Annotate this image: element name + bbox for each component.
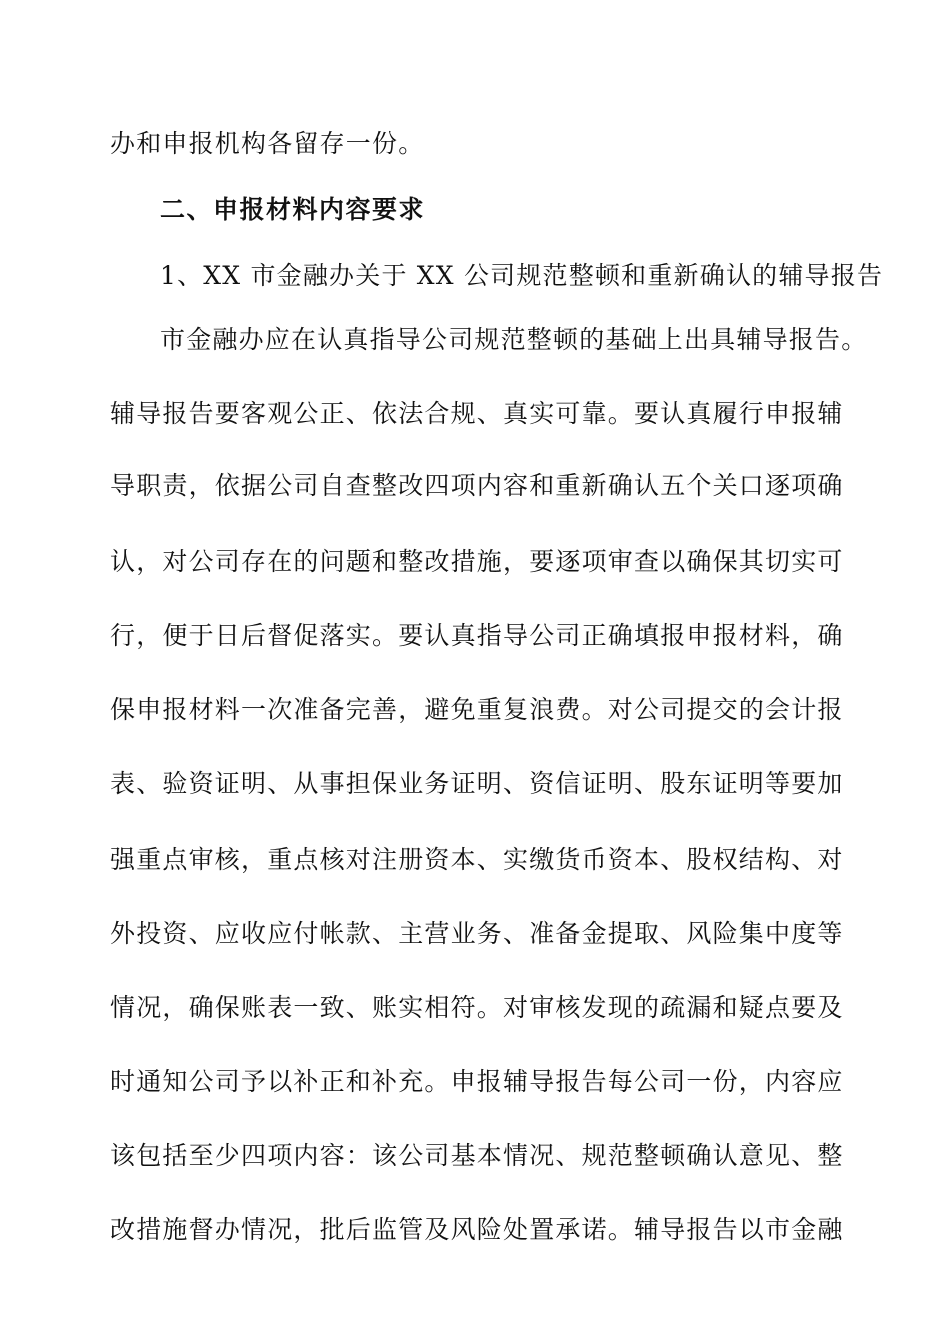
paragraph-line: 办和申报机构各留存一份。 [110,129,425,158]
paragraph-line: 表、验资证明、从事担保业务证明、资信证明、股东证明等要加 [110,769,844,798]
paragraph-line: 改措施督办情况，批后监管及风险处置承诺。辅导报告以市金融 [110,1215,844,1244]
paragraph-line: 时通知公司予以补正和补充。申报辅导报告每公司一份，内容应 [110,1067,844,1096]
paragraph-line: 保申报材料一次准备完善，避免重复浪费。对公司提交的会计报 [110,695,844,724]
paragraph-line: 行，便于日后督促落实。要认真指导公司正确填报申报材料，确 [110,621,844,650]
section-heading: 二、申报材料内容要求 [160,195,426,224]
paragraph-line: 辅导报告要客观公正、依法合规、真实可靠。要认真履行申报辅 [110,399,844,428]
paragraph-line: 该包括至少四项内容：该公司基本情况、规范整顿确认意见、整 [110,1141,844,1170]
paragraph-line: 市金融办应在认真指导公司规范整顿的基础上出具辅导报告。 [160,325,868,354]
paragraph-line: 导职责，依据公司自查整改四项内容和重新确认五个关口逐项确 [110,471,844,500]
paragraph-line: 强重点审核，重点核对注册资本、实缴货币资本、股权结构、对 [110,845,844,874]
paragraph-line: 情况，确保账表一致、账实相符。对审核发现的疏漏和疑点要及 [110,993,844,1022]
subsection-heading: 1、XX 市金融办关于 XX 公司规范整顿和重新确认的辅导报告 [160,261,884,290]
paragraph-line: 外投资、应收应付帐款、主营业务、准备金提取、风险集中度等 [110,919,844,948]
paragraph-line: 认，对公司存在的问题和整改措施，要逐项审查以确保其切实可 [110,547,844,576]
